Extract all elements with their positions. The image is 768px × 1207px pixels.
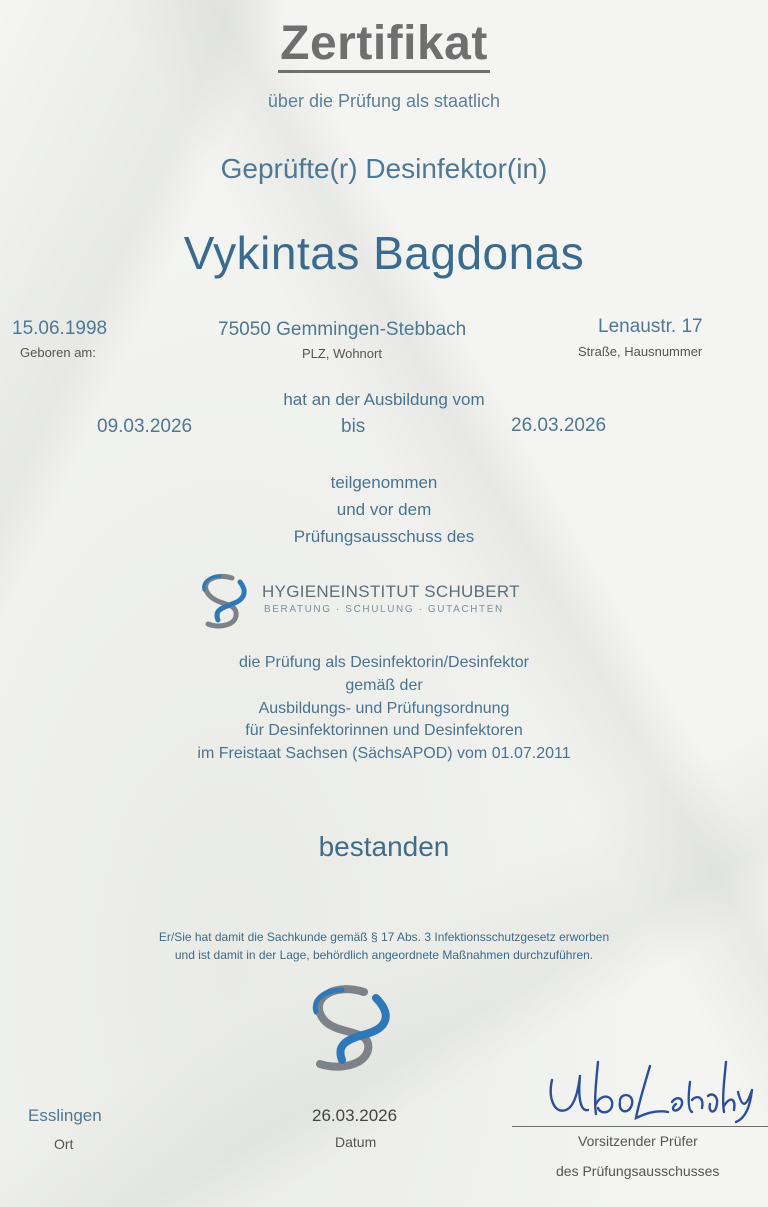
date-label: Datum <box>335 1134 377 1150</box>
signature-line <box>512 1126 768 1127</box>
institute-tagline: BERATUNG · SCHULUNG · GUTACHTEN <box>264 604 504 615</box>
birth-date-label: Geboren am: <box>20 345 96 360</box>
birth-date: 15.06.1998 <box>12 318 108 339</box>
signer-label: Vorsitzender Prüfer <box>578 1133 698 1149</box>
participation-line: Prüfungsausschuss des <box>293 527 475 546</box>
person-name: Vykintas Bagdonas <box>183 227 585 279</box>
legal-line: und ist damit in der Lage, behördlich angeordnete Maßnahmen durchzuführen. <box>174 948 594 962</box>
certificate-title: Zertifikat <box>0 16 768 71</box>
exam-line: für Desinfektorinnen und Desinfektoren <box>245 722 523 739</box>
city: 75050 Gemmingen-Stebbach <box>218 319 467 340</box>
place-value: Esslingen <box>28 1106 102 1125</box>
certificate-subtitle: über die Prüfung als staatlich <box>267 91 501 111</box>
institute-name: HYGIENEINSTITUT SCHUBERT <box>262 582 520 601</box>
exam-result: bestanden <box>318 831 450 862</box>
legal-line: Er/Sie hat damit die Sachkunde gemäß § 17 Abs. 3 Infektionsschutzgesetz erworben <box>158 930 610 944</box>
street-label: Straße, Hausnummer <box>578 344 703 359</box>
participation-line: teilgenommen <box>330 473 438 492</box>
street: Lenaustr. 17 <box>598 316 703 337</box>
date-value: 26.03.2026 <box>312 1106 398 1125</box>
exam-line: gemäß der <box>345 677 423 694</box>
training-intro: hat an der Ausbildung vom <box>283 390 485 409</box>
training-end-date: 26.03.2026 <box>511 415 607 436</box>
exam-line: die Prüfung als Desinfektorin/Desinfektor <box>239 654 529 671</box>
handwritten-signature <box>540 1052 760 1126</box>
qualification-title: Geprüfte(r) Desinfektor(in) <box>220 153 548 184</box>
training-connector: bis <box>341 416 366 437</box>
signer-label: des Prüfungsausschusses <box>556 1163 720 1179</box>
participation-line: und vor dem <box>336 500 432 519</box>
training-start-date: 09.03.2026 <box>97 416 193 437</box>
institute-logo <box>196 570 526 634</box>
city-label: PLZ, Wohnort <box>302 346 382 361</box>
exam-line: Ausbildungs- und Prüfungsordnung <box>258 700 510 717</box>
institute-seal-icon <box>302 982 398 1074</box>
hygieneinstitut-s-logo-icon <box>196 570 252 630</box>
place-label: Ort <box>54 1136 74 1152</box>
exam-line: im Freistaat Sachsen (SächsAPOD) vom 01.07.2011 <box>197 745 571 762</box>
